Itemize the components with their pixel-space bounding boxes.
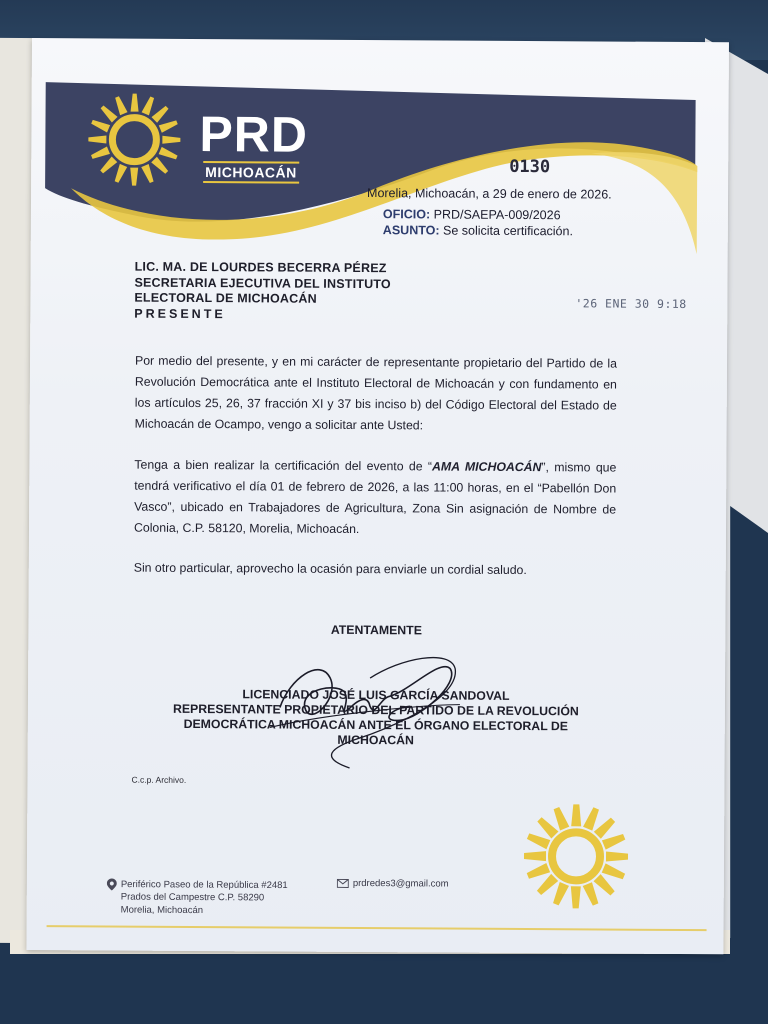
body-paragraph-1: Por medio del presente, y en mi carácter de representante propietario del Partido de la Revolución Democrática ante el Instituto Electoral de Michoacán y con fundamento en los artículos 25, 26, 37 fracción XI y 37 bis inciso b) del Código Electoral del Estado de Michoacán de Ocampo, vengo a solicitar ante Usted: — [134, 353, 618, 433]
presente-label: PRESENTE — [134, 306, 226, 321]
body-paragraph-2 — [134, 455, 617, 542]
location-pin-icon — [107, 878, 117, 890]
oficio-value: PRD/SAEPA-009/2026 — [433, 207, 561, 223]
asunto-value: Se solicita certificación. — [442, 223, 573, 239]
signer-title-3: MICHOACÁN — [337, 732, 415, 748]
address-line-3: Morelia, Michoacán — [120, 904, 204, 916]
addressee-title-2: ELECTORAL DE MICHOACÁN — [134, 290, 317, 306]
asunto-line — [383, 223, 573, 238]
address-line-1: Periférico Paseo de la República #2481 — [120, 879, 288, 892]
handwritten-signature — [249, 637, 470, 778]
addressee-name: LIC. MA. DE LOURDES BECERRA PÉREZ — [134, 259, 387, 276]
date-line: Morelia, Michoacán, a 29 de enero de 2026. — [367, 186, 612, 202]
party-logo-text — [199, 106, 309, 184]
email-text: prdredes3@gmail.com — [352, 877, 449, 890]
oficio-label: OFICIO: — [382, 207, 431, 222]
body-paragraph-3: Sin otro particular, aprovecho la ocasión para enviarle un cordial saludo. — [133, 560, 527, 578]
oficio-line — [383, 207, 561, 222]
addressee-title-1: SECRETARIA EJECUTIVA DEL INSTITUTO — [134, 275, 391, 291]
brand-name: PRD — [199, 106, 309, 163]
folio-number: 0130 — [509, 156, 551, 178]
footer-address — [107, 878, 288, 917]
closing-atentamente: ATENTAMENTE — [330, 622, 422, 638]
brand-subtitle: MICHOACÁN — [203, 161, 299, 184]
asunto-label: ASUNTO: — [382, 223, 440, 238]
addressee-block — [134, 260, 391, 324]
letterhead-banner — [31, 38, 729, 272]
signer-title-2: DEMOCRÁTICA MICHOACÁN ANTE EL ÓRGANO ELECTORAL DE — [183, 716, 569, 734]
letter-page — [26, 38, 729, 954]
footer-email — [337, 878, 449, 890]
received-stamp: '26 ENE 30 9:18 — [575, 296, 687, 312]
ccp-archive: C.c.p. Archivo. — [131, 774, 187, 785]
footer-divider — [47, 925, 707, 931]
event-name: AMA MICHOACÁN — [431, 459, 542, 475]
address-line-2: Prados del Campestre C.P. 58290 — [120, 891, 265, 904]
p2-after: ”, mismo que tendrá verificativo el día 01 de febrero de 2026, a las 11:00 horas, en el “Pabellón Don Vasco”, ubicado en Trabajadores de Agricultura, Zona Sin asignación de Nombre de Colonia, C.P. 58120, Morelia, Michoacán. — [133, 460, 617, 537]
sun-watermark-icon — [521, 801, 632, 912]
signer-name: LICENCIADO JOSÉ LUIS GARCÍA SANDOVAL — [242, 687, 510, 703]
mail-icon — [337, 879, 349, 888]
p2-before: Tenga a bien realizar la certificación del evento de “ — [134, 457, 433, 474]
signer-title-1: REPRESENTANTE PROPIETARIO DEL PARTIDO DE LA REVOLUCIÓN — [172, 701, 579, 719]
